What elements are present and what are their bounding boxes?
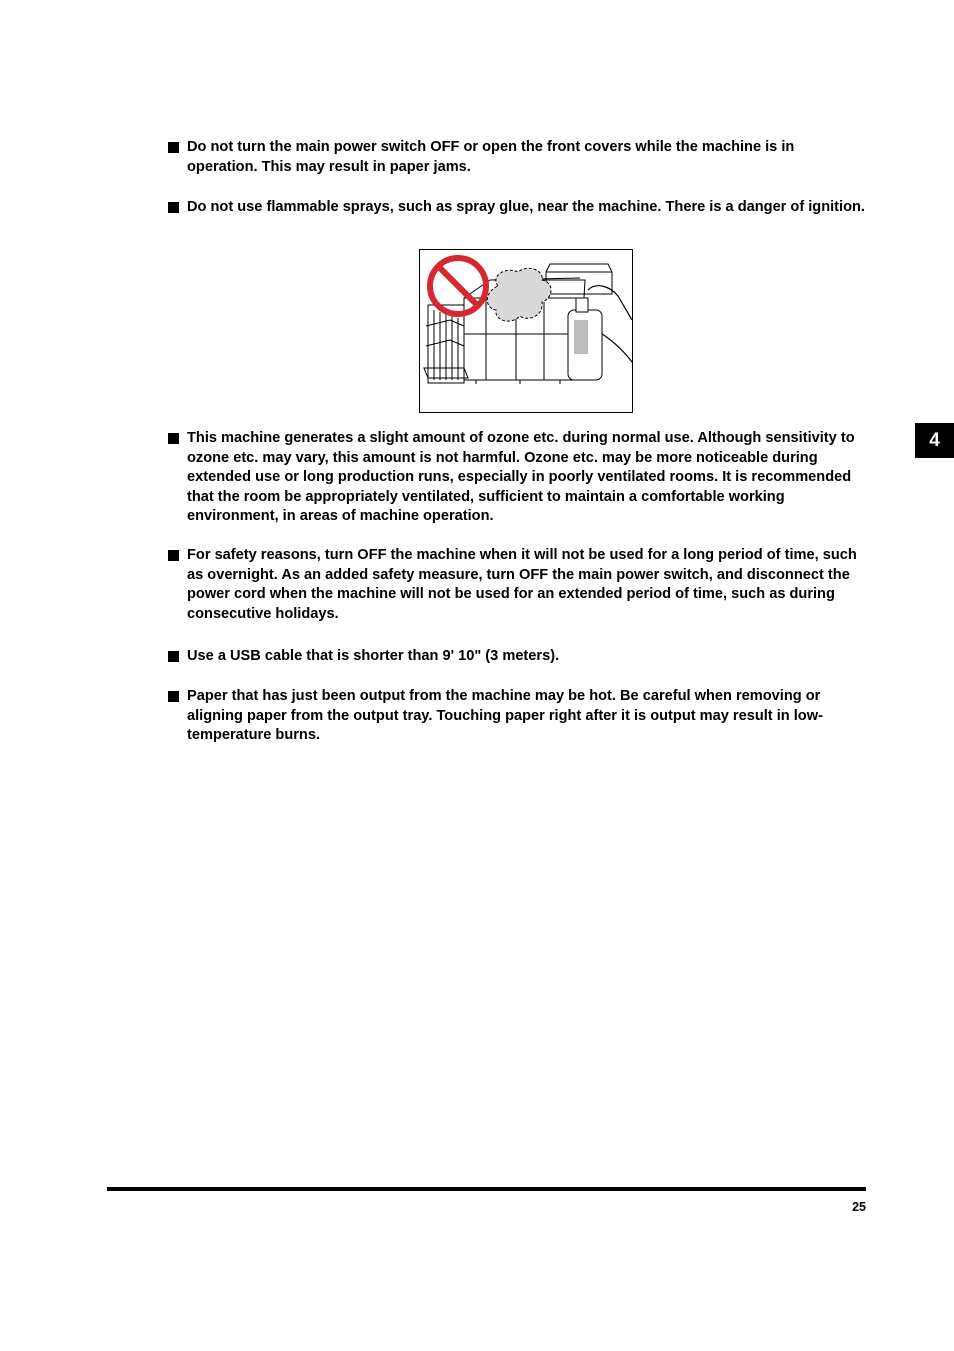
bullet-item bbox=[168, 546, 868, 624]
bullet-item bbox=[168, 198, 868, 218]
chapter-tab: 4 bbox=[915, 423, 954, 458]
bullet-item bbox=[168, 429, 868, 527]
no-flammable-spray-illustration bbox=[419, 249, 633, 413]
page-number: 25 bbox=[852, 1200, 866, 1214]
bullet-item bbox=[168, 647, 868, 667]
bullet-square-icon bbox=[168, 550, 179, 561]
bullet-text: Do not turn the main power switch OFF or open the front covers while the machine is in operation. This may result in paper jams. bbox=[187, 139, 795, 175]
bullet-item bbox=[168, 687, 868, 746]
bullet-square-icon bbox=[168, 202, 179, 213]
machine-spray-drawing bbox=[420, 250, 632, 412]
bullet-text: Paper that has just been output from the machine may be hot. Be careful when removing or aligning paper from the output tray. Touching paper right after it is output may result in low-temperature burns. bbox=[187, 688, 823, 743]
bullet-square-icon bbox=[168, 691, 179, 702]
bullet-text: Do not use flammable sprays, such as spray glue, near the machine. There is a danger of ignition. bbox=[187, 199, 865, 215]
footer-rule bbox=[107, 1187, 866, 1191]
bullet-square-icon bbox=[168, 651, 179, 662]
bullet-item bbox=[168, 138, 868, 177]
bullet-square-icon bbox=[168, 433, 179, 444]
bullet-text: This machine generates a slight amount of ozone etc. during normal use. Although sensitivity to ozone etc. may vary, this amount is not harmful. Ozone etc. may be more noticeable during extended use or long production runs, especially in poorly ventilated rooms. It is recommended that the room be appropriately ventilated, sufficient to maintain a comfortable working environment, in areas of machine operation. bbox=[187, 430, 855, 524]
prohibition-icon bbox=[430, 258, 486, 314]
bullet-text: For safety reasons, turn OFF the machine when it will not be used for a long period of time, such as overnight. As an added safety measure, turn OFF the main power switch, and disconnect the power cord when the machine will not be used for an extended period of time, such as during consecutive holidays. bbox=[187, 547, 857, 622]
bullet-square-icon bbox=[168, 142, 179, 153]
bullet-text: Use a USB cable that is shorter than 9' 10" (3 meters). bbox=[187, 648, 560, 664]
